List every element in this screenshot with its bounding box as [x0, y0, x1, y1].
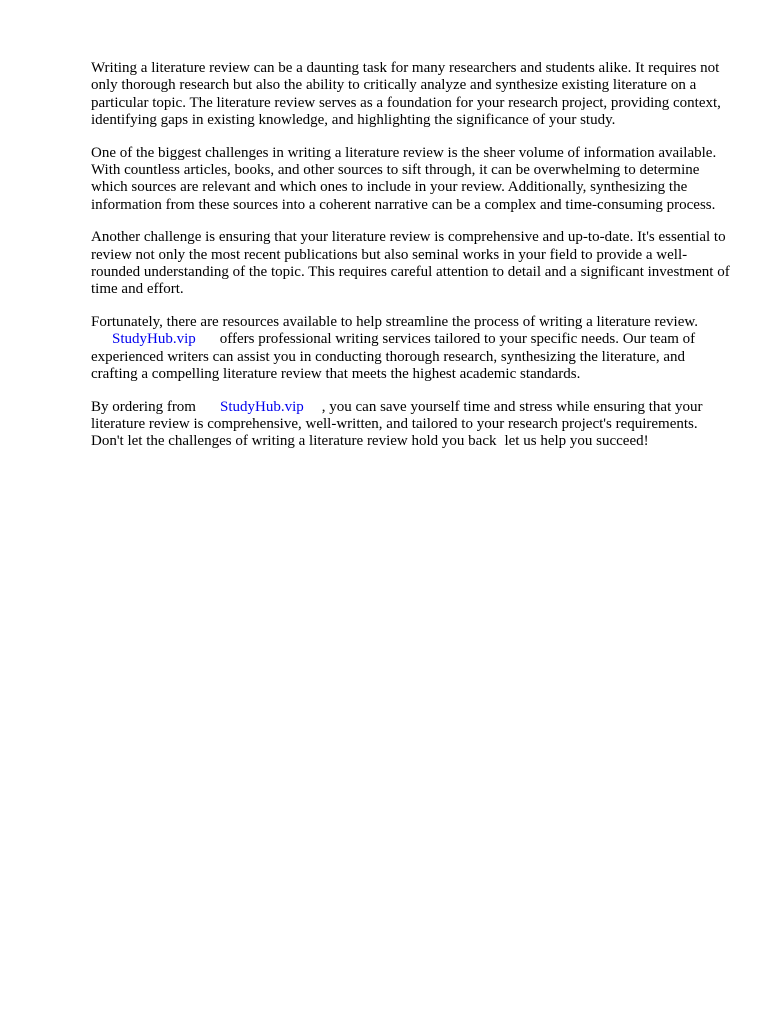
- paragraph-intro: Writing a literature review can be a daunting task for many researchers and students alike. It requires not only thorough research but also the ability to critically analyze and synthesize existing literature on a particular topic. The literature review serves as a foundation for your research project, providing context, identifying gaps in existing knowledge, and highlighting the significance of your study.: [91, 60, 721, 129]
- ordering-text-end: let us help you succeed!: [504, 433, 649, 450]
- paragraph-comprehensive: Another challenge is ensuring that your literature review is comprehensive and up-to-date. It's essential to review not only the most recent publications but also seminal works in your field to provide a well-rounded understanding of the topic. This requires careful attention to detail and a significant investment of time and effort.: [91, 229, 730, 298]
- ordering-text-start: By ordering from: [91, 398, 196, 415]
- ordering-text-mid: , you can save yourself time and stress while ensuring that your literature review is comprehensive, well-written, and tailored to your research project's requirements. Don't let the challenges of writing a literature review hold you back: [91, 398, 703, 450]
- resources-text-end: offers professional writing services tailored to your specific needs. Our team of experienced writers can assist you in conducting thorough research, synthesizing the literature, and crafting a compelling literature review that meets the highest academic standards.: [91, 331, 696, 383]
- paragraph-challenges: One of the biggest challenges in writing a literature review is the sheer volume of information available. With countless articles, books, and other sources to sift through, it can be overwhelming to determine which sources are relevant and which ones to include in your review. Additionally, synthesizing the information from these sources into a coherent narrative can be a complex and time-consuming process.: [91, 144, 717, 213]
- resources-text-start: Fortunately, there are resources available to help streamline the process of writing a literature review.: [91, 313, 698, 330]
- document-body: [91, 60, 731, 451]
- paragraph-resources: [91, 314, 731, 384]
- studyhub-link[interactable]: StudyHub.vip: [112, 331, 196, 348]
- paragraph-ordering: [91, 399, 731, 451]
- studyhub-link-2[interactable]: StudyHub.vip: [219, 398, 304, 415]
